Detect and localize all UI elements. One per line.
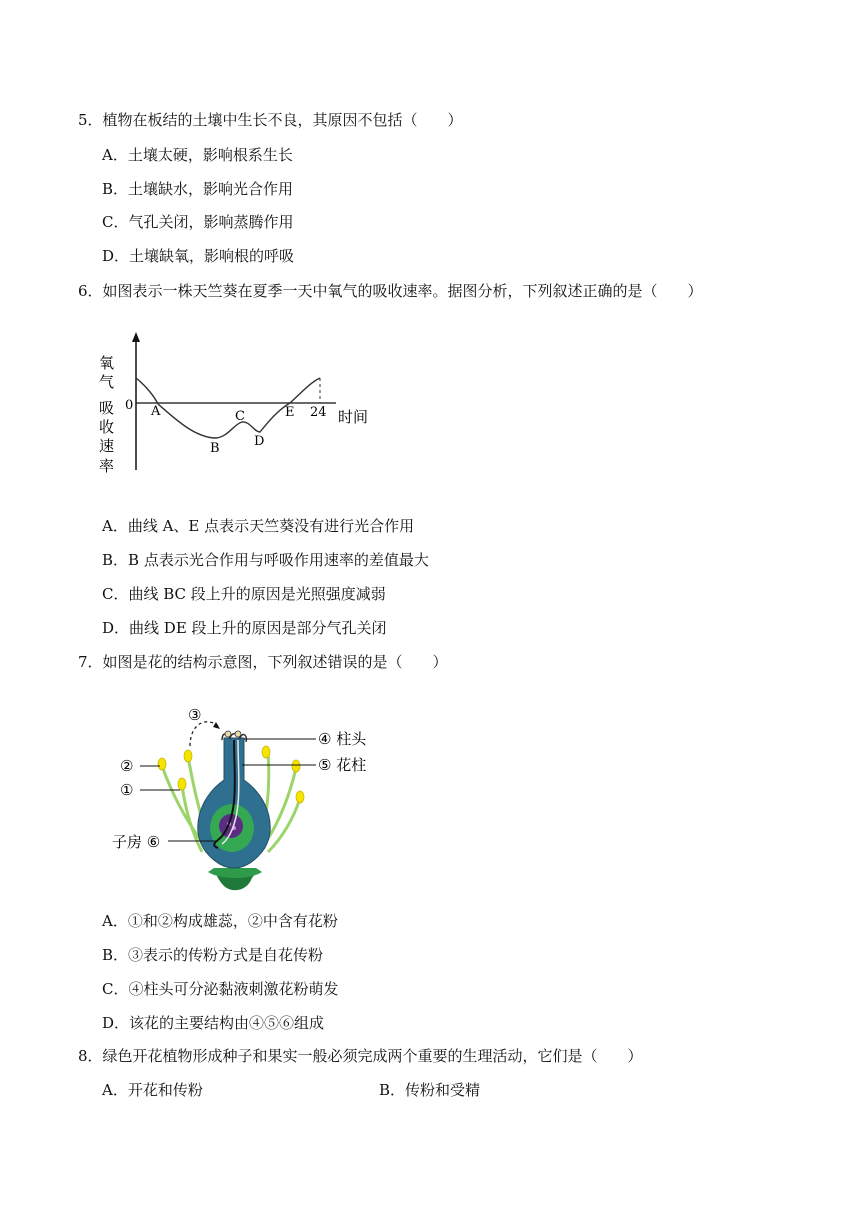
point-b-label: B <box>210 441 220 456</box>
point-d-label: D <box>254 434 265 449</box>
tick-24-label: 24 <box>310 405 327 420</box>
label-5-style: ⑤ 花柱 <box>318 756 367 774</box>
point-c-label: C <box>235 409 245 424</box>
q6-option-b: B．B 点表示光合作用与呼吸作用速率的差值最大 <box>102 551 429 569</box>
label-4-stigma: ④ 柱头 <box>318 730 367 748</box>
q7-option-c: C．④柱头可分泌黏液刺激花粉萌发 <box>102 980 339 998</box>
q5-option-b: B．土壤缺水，影响光合作用 <box>102 180 294 198</box>
q5-option-d: D．土壤缺氧，影响根的呼吸 <box>102 247 295 265</box>
pollination-arrowhead <box>213 722 220 729</box>
q5-stem: 5．植物在板结的土壤中生长不良，其原因不包括（ ） <box>78 111 463 129</box>
anther-right-3 <box>296 791 304 803</box>
y-label-char-4: 收 <box>99 418 115 436</box>
y-label-char-3: 吸 <box>99 399 115 417</box>
pollination-arrow <box>190 722 218 746</box>
q5-option-c: C．气孔关闭，影响蒸腾作用 <box>102 213 294 231</box>
y-label-char-5: 速 <box>99 437 115 455</box>
label-2: ② <box>120 757 134 775</box>
sepal-base <box>208 868 262 878</box>
q7-option-b: B．③表示的传粉方式是自花传粉 <box>102 946 324 964</box>
q8-stem: 8．绿色开花植物形成种子和果实一般必须完成两个重要的生理活动，它们是（ ） <box>78 1047 643 1065</box>
q6-option-d: D．曲线 DE 段上升的原因是部分气孔关闭 <box>102 619 387 637</box>
point-e-label: E <box>285 405 295 420</box>
q8-option-b: B．传粉和受精 <box>379 1081 481 1099</box>
anther-right-1 <box>292 760 300 772</box>
y-axis-arrow <box>132 332 140 342</box>
q6-option-a: A．曲线 A、E 点表示天竺葵没有进行光合作用 <box>102 517 415 535</box>
y-label-char-2: 气 <box>99 373 115 391</box>
q7-option-a: A．①和②构成雄蕊，②中含有花粉 <box>102 912 338 930</box>
pollen-grain-2 <box>235 731 241 737</box>
q7-option-d: D．该花的主要结构由④⑤⑥组成 <box>102 1014 325 1032</box>
label-3: ③ <box>188 706 202 724</box>
point-a-label: A <box>151 404 161 419</box>
q6-stem: 6．如图表示一株天竺葵在夏季一天中氧气的吸收速率。据图分析，下列叙述正确的是（ ） <box>78 282 703 300</box>
anther-left-1 <box>158 758 166 770</box>
pollen-grain-1 <box>225 731 231 737</box>
y-label-char-6: 率 <box>99 457 115 475</box>
q6-option-c: C．曲线 BC 段上升的原因是光照强度减弱 <box>102 585 386 603</box>
label-1: ① <box>120 781 134 799</box>
origin-label: 0 <box>125 398 134 413</box>
label-6-ovary: 子房 ⑥ <box>112 833 161 851</box>
x-axis-label: 时间 <box>338 408 369 426</box>
q5-option-a: A．土壤太硬，影响根系生长 <box>102 146 293 164</box>
flower-structure-diagram <box>110 702 390 896</box>
anther-left-3 <box>178 778 186 790</box>
oxygen-absorption-graph <box>96 328 396 478</box>
q8-option-a: A．开花和传粉 <box>102 1081 203 1099</box>
anther-left-2 <box>184 750 192 762</box>
y-label-char-1: 氧 <box>99 354 115 372</box>
q7-stem: 7．如图是花的结构示意图，下列叙述错误的是（ ） <box>78 653 448 671</box>
filament-left-1 <box>162 766 202 842</box>
anther-right-2 <box>262 746 270 758</box>
